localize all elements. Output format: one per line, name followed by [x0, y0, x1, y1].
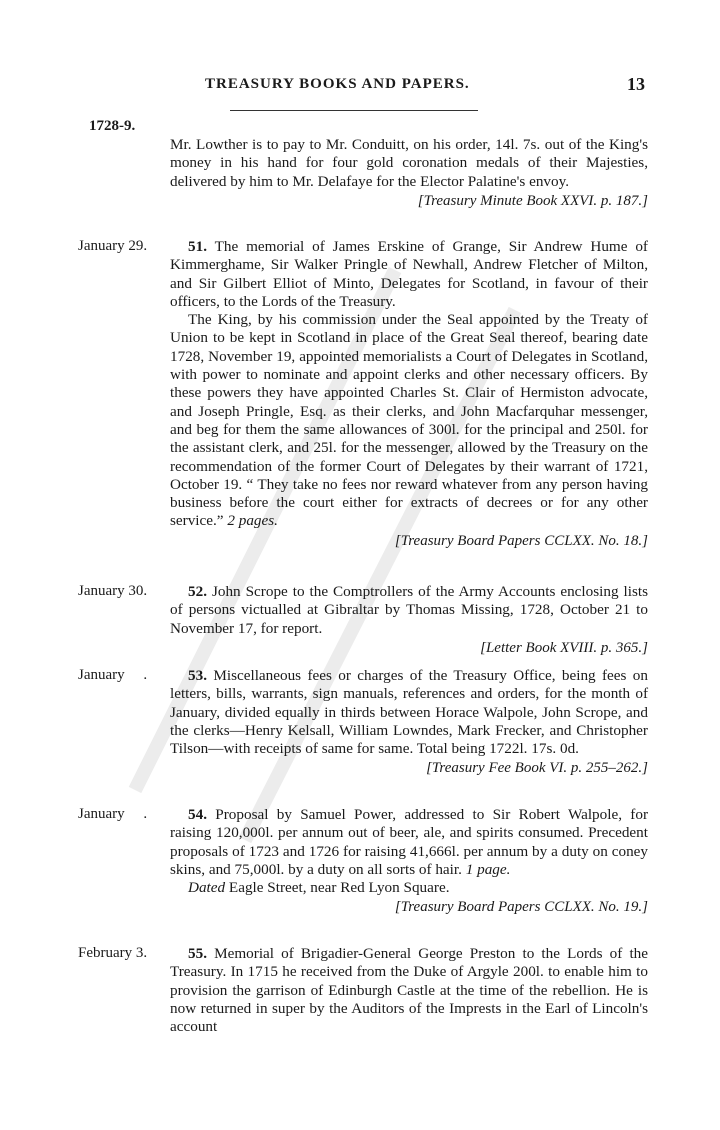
header-rule [230, 110, 478, 111]
entry-paragraph: 52. John Scrope to the Comptrollers of the Army Accounts enclosing lists of persons victualled at Gibraltar by Thomas Missing, 1728, October 21 to November 17, for report. [170, 583, 649, 637]
page-count: 2 pages. [227, 512, 278, 530]
intro-entry [170, 136, 648, 210]
entry-body [170, 667, 648, 778]
page-count: 1 page. [465, 860, 511, 878]
entry-date: January . [78, 806, 148, 822]
entry-date: January . [78, 667, 148, 683]
entry-reference: [Letter Book XVIII. p. 365.] [480, 639, 648, 656]
entry-paragraph: 55. Memorial of Brigadier-General George Preston to the Lords of the Treasury. In 1715 he received from the Duke of Argyle 200l. to enable him to provision the garrison of Edinburgh Castle at the time of the rebellion. He is now returned in super by the Auditors of the Imprests in the Earl of Lincoln's account [170, 945, 649, 1036]
entry-paragraph: 54. Proposal by Samuel Power, addressed to Sir Robert Walpole, for raising 120,000l. per annum out of beer, ale, and spirits consumed. Precedent proposals of 1723 and 1726 for raising 41,666l. per annum by a duty on coney skins, and 75,000l. by a duty on all sorts of hair. 1 page. [170, 806, 649, 878]
entry-body [170, 806, 648, 917]
entry-reference: [Treasury Board Papers CCLXX. No. 19.] [394, 899, 648, 916]
entry-reference: [Treasury Fee Book VI. p. 255–262.] [426, 760, 648, 777]
entry-number: 52. [188, 583, 207, 600]
entry-number: 51. [188, 238, 207, 255]
entry-body [170, 238, 648, 550]
running-head [0, 76, 720, 100]
entry-date: February 3. [78, 945, 148, 961]
entry-date: January 29. [78, 238, 148, 254]
running-head-title: TREASURY BOOKS AND PAPERS. [205, 76, 470, 92]
entry-number: 55. [188, 945, 207, 962]
entry-date: January 30. [78, 583, 148, 599]
entry-reference: [Treasury Board Papers CCLXX. No. 18.] [394, 532, 648, 549]
year-marginal: 1728-9. [89, 118, 136, 134]
entry-body [170, 583, 648, 657]
page-number: 13 [627, 74, 645, 94]
dated-line: Dated Eagle Street, near Red Lyon Square. [188, 879, 450, 897]
entry-body [170, 945, 648, 1036]
entry-number: 54. [188, 806, 207, 823]
intro-text: Mr. Lowther is to pay to Mr. Conduitt, on his order, 14l. 7s. out of the King's money in his hand for four gold coronation medals of their Majesties, delivered by him to Mr. Delafaye for the Elector Palatine's envoy. [170, 136, 648, 190]
intro-reference: [Treasury Minute Book XXVI. p. 187.] [417, 192, 648, 209]
entry-paragraph: 51. The memorial of James Erskine of Grange, Sir Andrew Hume of Kimmerghame, Sir Walker Pringle of Newhall, Andrew Fletcher of Milton, and Sir Gilbert Elliot of Minto, Delegates for Scotland, in favour of their officers, to the Lords of the Treasury. [170, 238, 648, 310]
entry-paragraph: 53. Miscellaneous fees or charges of the Treasury Office, being fees on letters, bills, warrants, sign manuals, references and orders, for the month of January, divided equally in thirds between Horace Walpole, John Scrope, and the clerks—Henry Kelsall, William Lowndes, Mark Frecker, and Christopher Tilson—with receipts of same for same. Total being 1722l. 17s. 0d. [170, 667, 648, 758]
entry-paragraph: The King, by his commission under the Seal appointed by the Treaty of Union to be kept in Scotland in place of the Great Seal thereof, bearing date 1728, November 19, appointed memorialists a Court of Delegates in Scotland, with power to nominate and appoint clerks and other necessary officers. By these powers they have appointed Charles St. Clair of Hermiston advocate, and Joseph Pringle, Esq. as their clerks, and John Macfarquhar messenger, and beg for them the same allowances of 300l. for the principal and 250l. for the assistant clerk, and 25l. for the messenger, allowed by the Treasury on the recommendation of the former Court of Delegates by their warrant of 1721, October 19. “ They take no fees nor reward whatever from any person having business before the court either for extracts of decrees or for any other service.” 2 pages. [170, 311, 648, 530]
entry-number: 53. [188, 667, 207, 684]
